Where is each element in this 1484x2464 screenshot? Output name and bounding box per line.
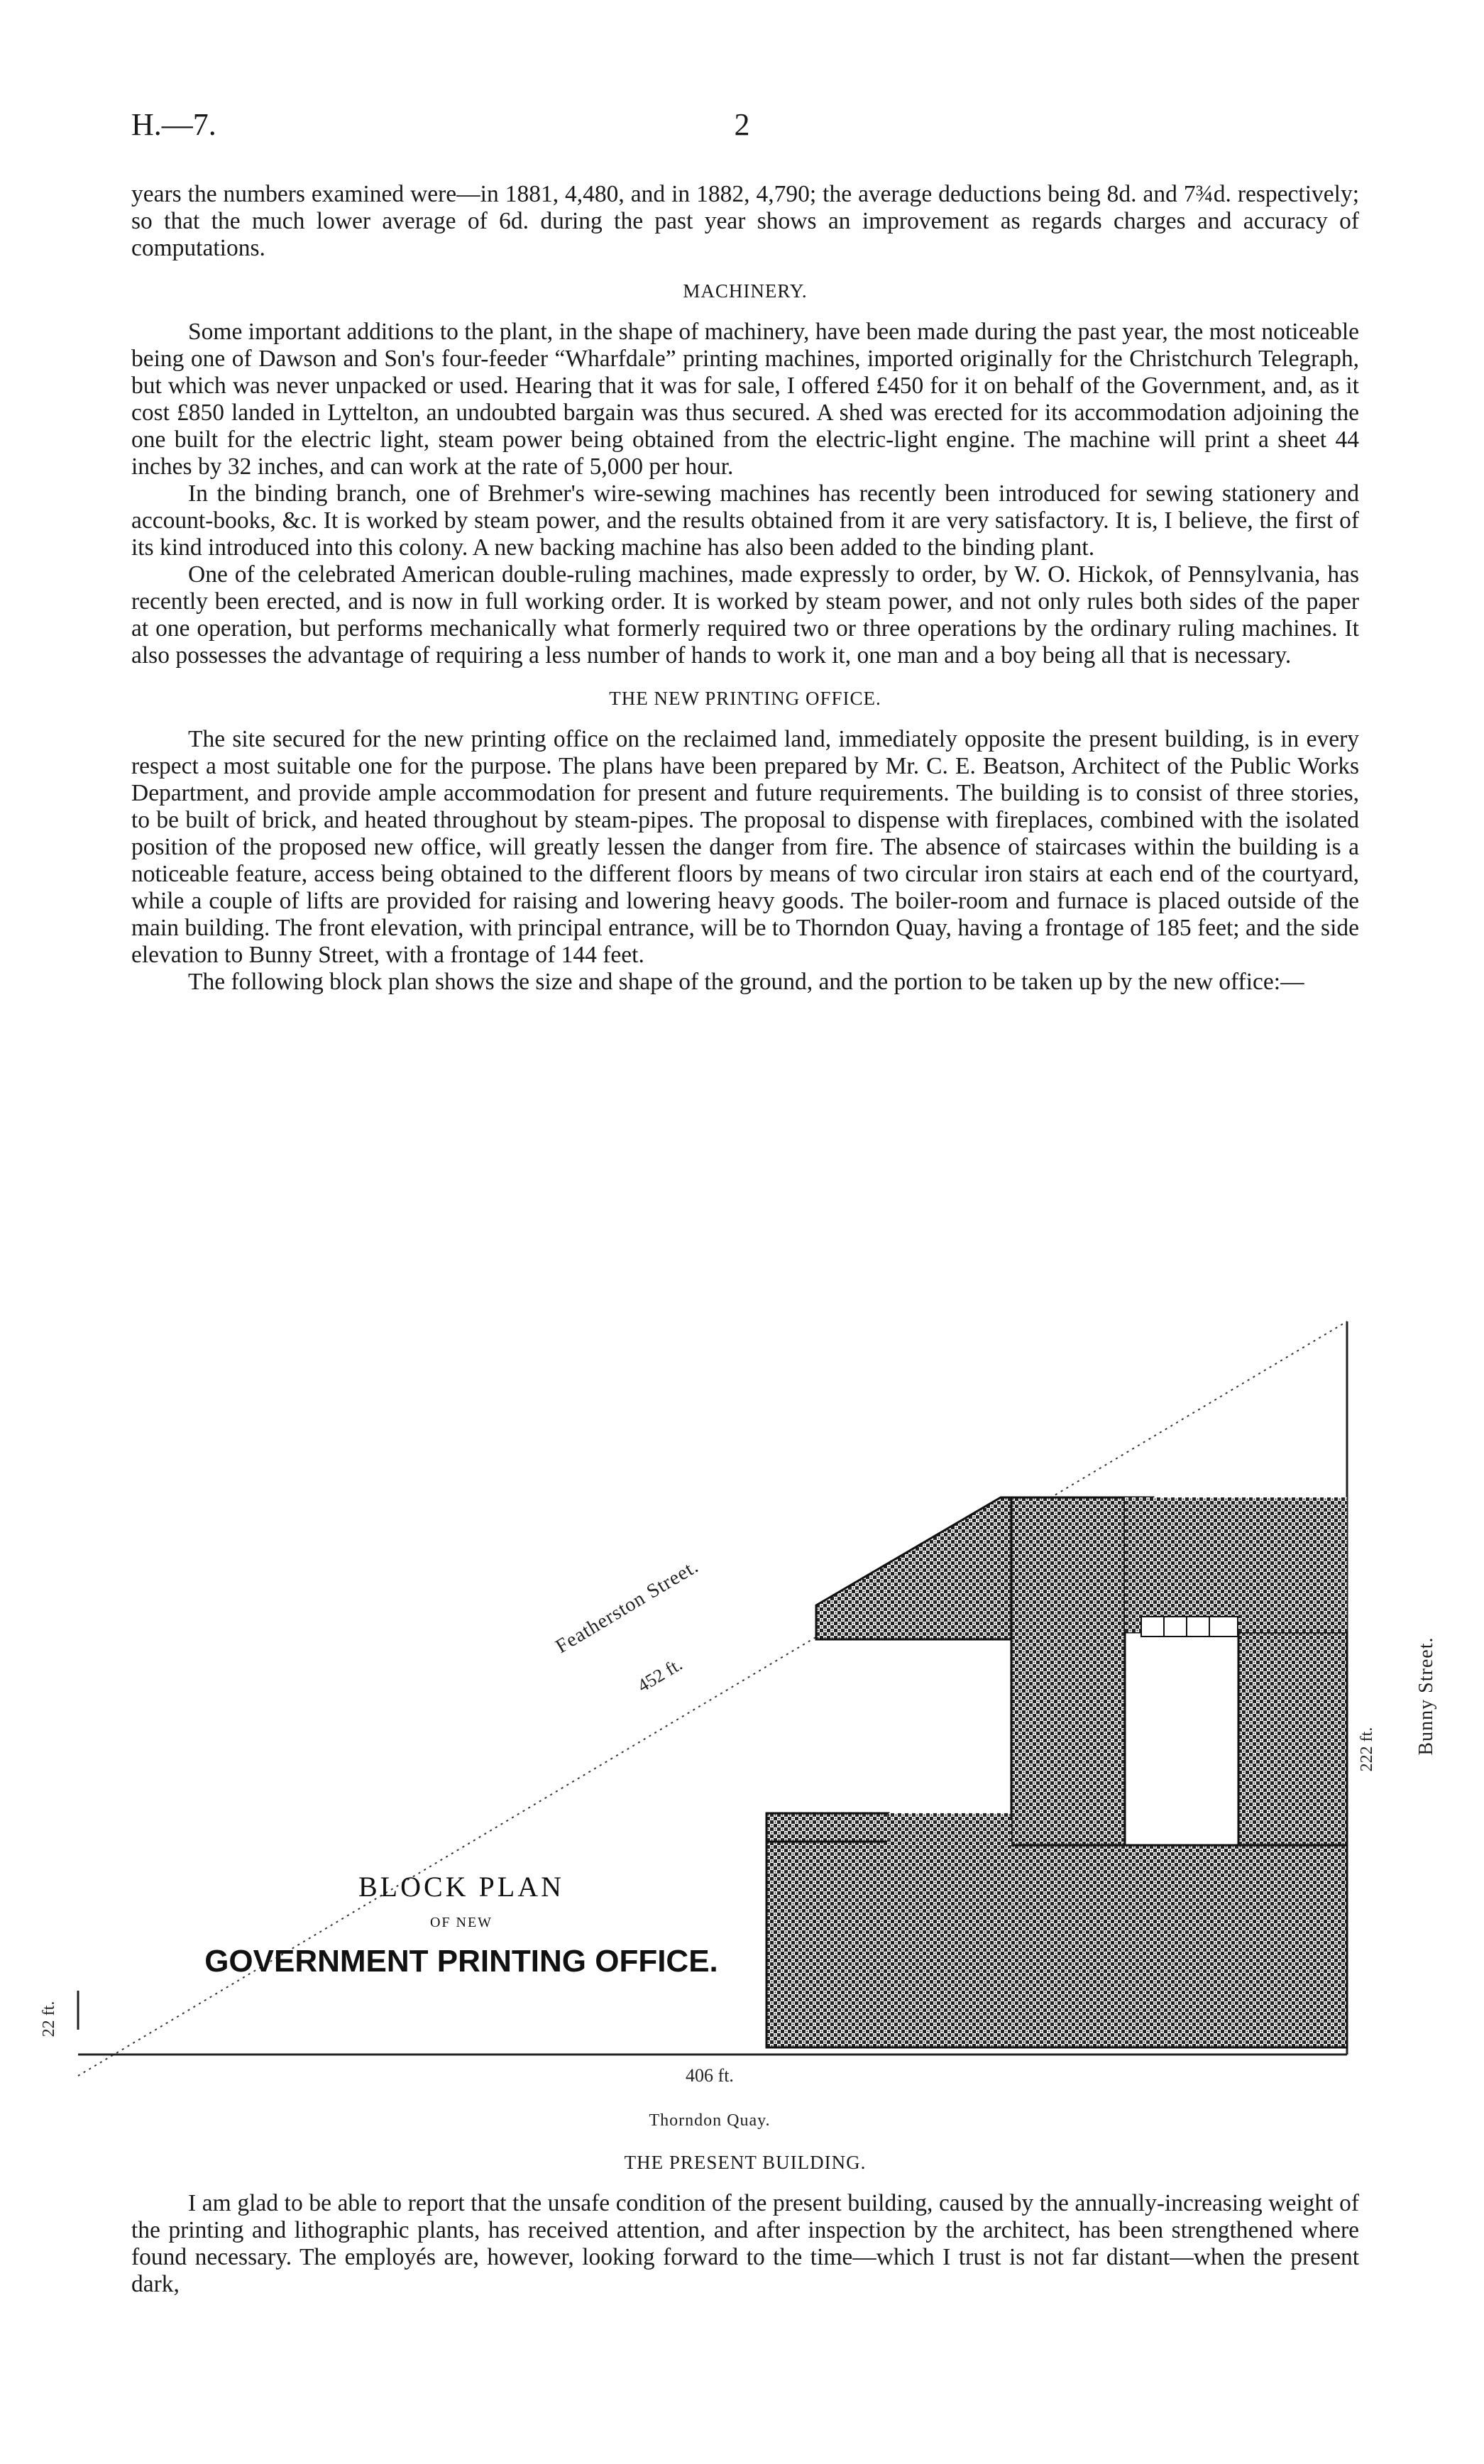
- machinery-heading: MACHINERY.: [683, 280, 808, 302]
- left-dimension-label: 22 ft.: [40, 2001, 58, 2037]
- present-building-heading: THE PRESENT BUILDING.: [624, 2152, 867, 2173]
- bunny-length-label: 222 ft.: [1358, 1727, 1376, 1772]
- plan-title-line1: BLOCK PLAN: [358, 1871, 565, 1903]
- courtyard: [1125, 1632, 1238, 1845]
- new-office-paragraph-2: The following block plan shows the size and shape of the ground, and the portion to be taken up by the new office:—: [188, 969, 1304, 995]
- featherston-length-label: 452 ft.: [634, 1654, 686, 1697]
- bunny-street-label: Bunny Street.: [1415, 1637, 1437, 1756]
- machinery-paragraph-2: In the binding branch, one of Brehmer's wire-sewing machines has recently been introduced for sewing stationery and account-books, &c. It is worked by steam power, and the results obtained from it are very satisfactory. It is, I believe, the first of its kind introduced into this colony. A new backing machine has also been added to the binding plant.: [131, 480, 1359, 561]
- new-office-paragraph-1: The site secured for the new printing office on the reclaimed land, immediately opposite the present building, is in every respect a most suitable one for the purpose. The plans have been prepared by Mr. C. E. Beatson, Architect of the Public Works Department, and provide ample accommodation for present and future requirements. The building is to consist of three stories, to be built of brick, and heated throughout by steam-pipes. The proposal to dispense with fireplaces, combined with the isolated position of the proposed new office, will greatly lessen the danger from fire. The absence of staircases within the building is a noticeable feature, access being obtained to the different floors by means of two circular iron stairs at each end of the courtyard, while a couple of lifts are provided for raising and lowering heavy goods. The boiler-room and furnace is placed outside of the main building. The front elevation, with principal entrance, will be to Thorndon Quay, having a frontage of 185 feet; and the side elevation to Bunny Street, with a frontage of 144 feet.: [131, 726, 1359, 968]
- machinery-paragraph-3: One of the celebrated American double-ruling machines, made expressly to order, by W. O. Hickok, of Pennsylvania, has recently been erected, and is now in full working order. It is worked by steam power, and not only rules both sides of the paper at one operation, but performs mechanically what formerly required two or three operations by the ordinary ruling machines. It also possesses the advantage of requiring a less number of hands to work it, one man and a boy being all that is necessary.: [131, 561, 1359, 669]
- building-east-wing: [1238, 1632, 1347, 1845]
- featherston-street-label: Featherston Street.: [551, 1555, 703, 1659]
- plan-title-line2: OF NEW: [429, 1915, 493, 1930]
- building-north-band: [1125, 1497, 1347, 1632]
- new-office-heading: THE NEW PRINTING OFFICE.: [609, 688, 881, 709]
- bottom-dimension-label: 406 ft.: [686, 2065, 734, 2086]
- present-building-paragraph: I am glad to be able to report that the unsafe condition of the present building, caused by the annually-increasing weight of the printing and lithographic plants, has received attention, and after inspection by the architect, has been strengthened where found necessary. The employés are, however, looking forward to the time—which I trust is not far distant—when the present dark,: [131, 2190, 1359, 2297]
- lower-text-block: [131, 2149, 1359, 2298]
- page-number: 2: [734, 107, 750, 142]
- machinery-paragraph-1: Some important additions to the plant, in the shape of machinery, have been made during the past year, the most noticeable being one of Dawson and Son's four-feeder “Wharfdale” printing machines, imported originally for the Christchurch Telegraph, but which was never unpacked or used. Hearing that it was for sale, I offered £450 for it on behalf of the Government, and, as it cost £850 landed in Lyttelton, an undoubted bargain was thus secured. A shed was erected for its accommodation adjoining the one built for the electric light, steam power being obtained from the electric-light engine. The machine will print a sheet 44 inches by 32 inches, and can work at the rate of 5,000 per hour.: [131, 319, 1359, 480]
- intro-paragraph: years the numbers examined were—in 1881, 4,480, and in 1882, 4,790; the average deductions being 8d. and 7¾d. respectively; so that the much lower average of 6d. during the past year shows an improvement as regards charges and accuracy of computations.: [131, 181, 1359, 261]
- building-stem-join: [887, 1817, 1011, 1845]
- building-main-stem: [1011, 1497, 1125, 1845]
- plan-title-line3: GOVERNMENT PRINTING OFFICE.: [204, 1944, 718, 1979]
- document-reference: H.—7.: [131, 107, 216, 142]
- thorndon-quay-label: Thorndon Quay.: [649, 2111, 771, 2130]
- stairs-marker: [1141, 1617, 1238, 1637]
- building-south-wing: [766, 1842, 1347, 2047]
